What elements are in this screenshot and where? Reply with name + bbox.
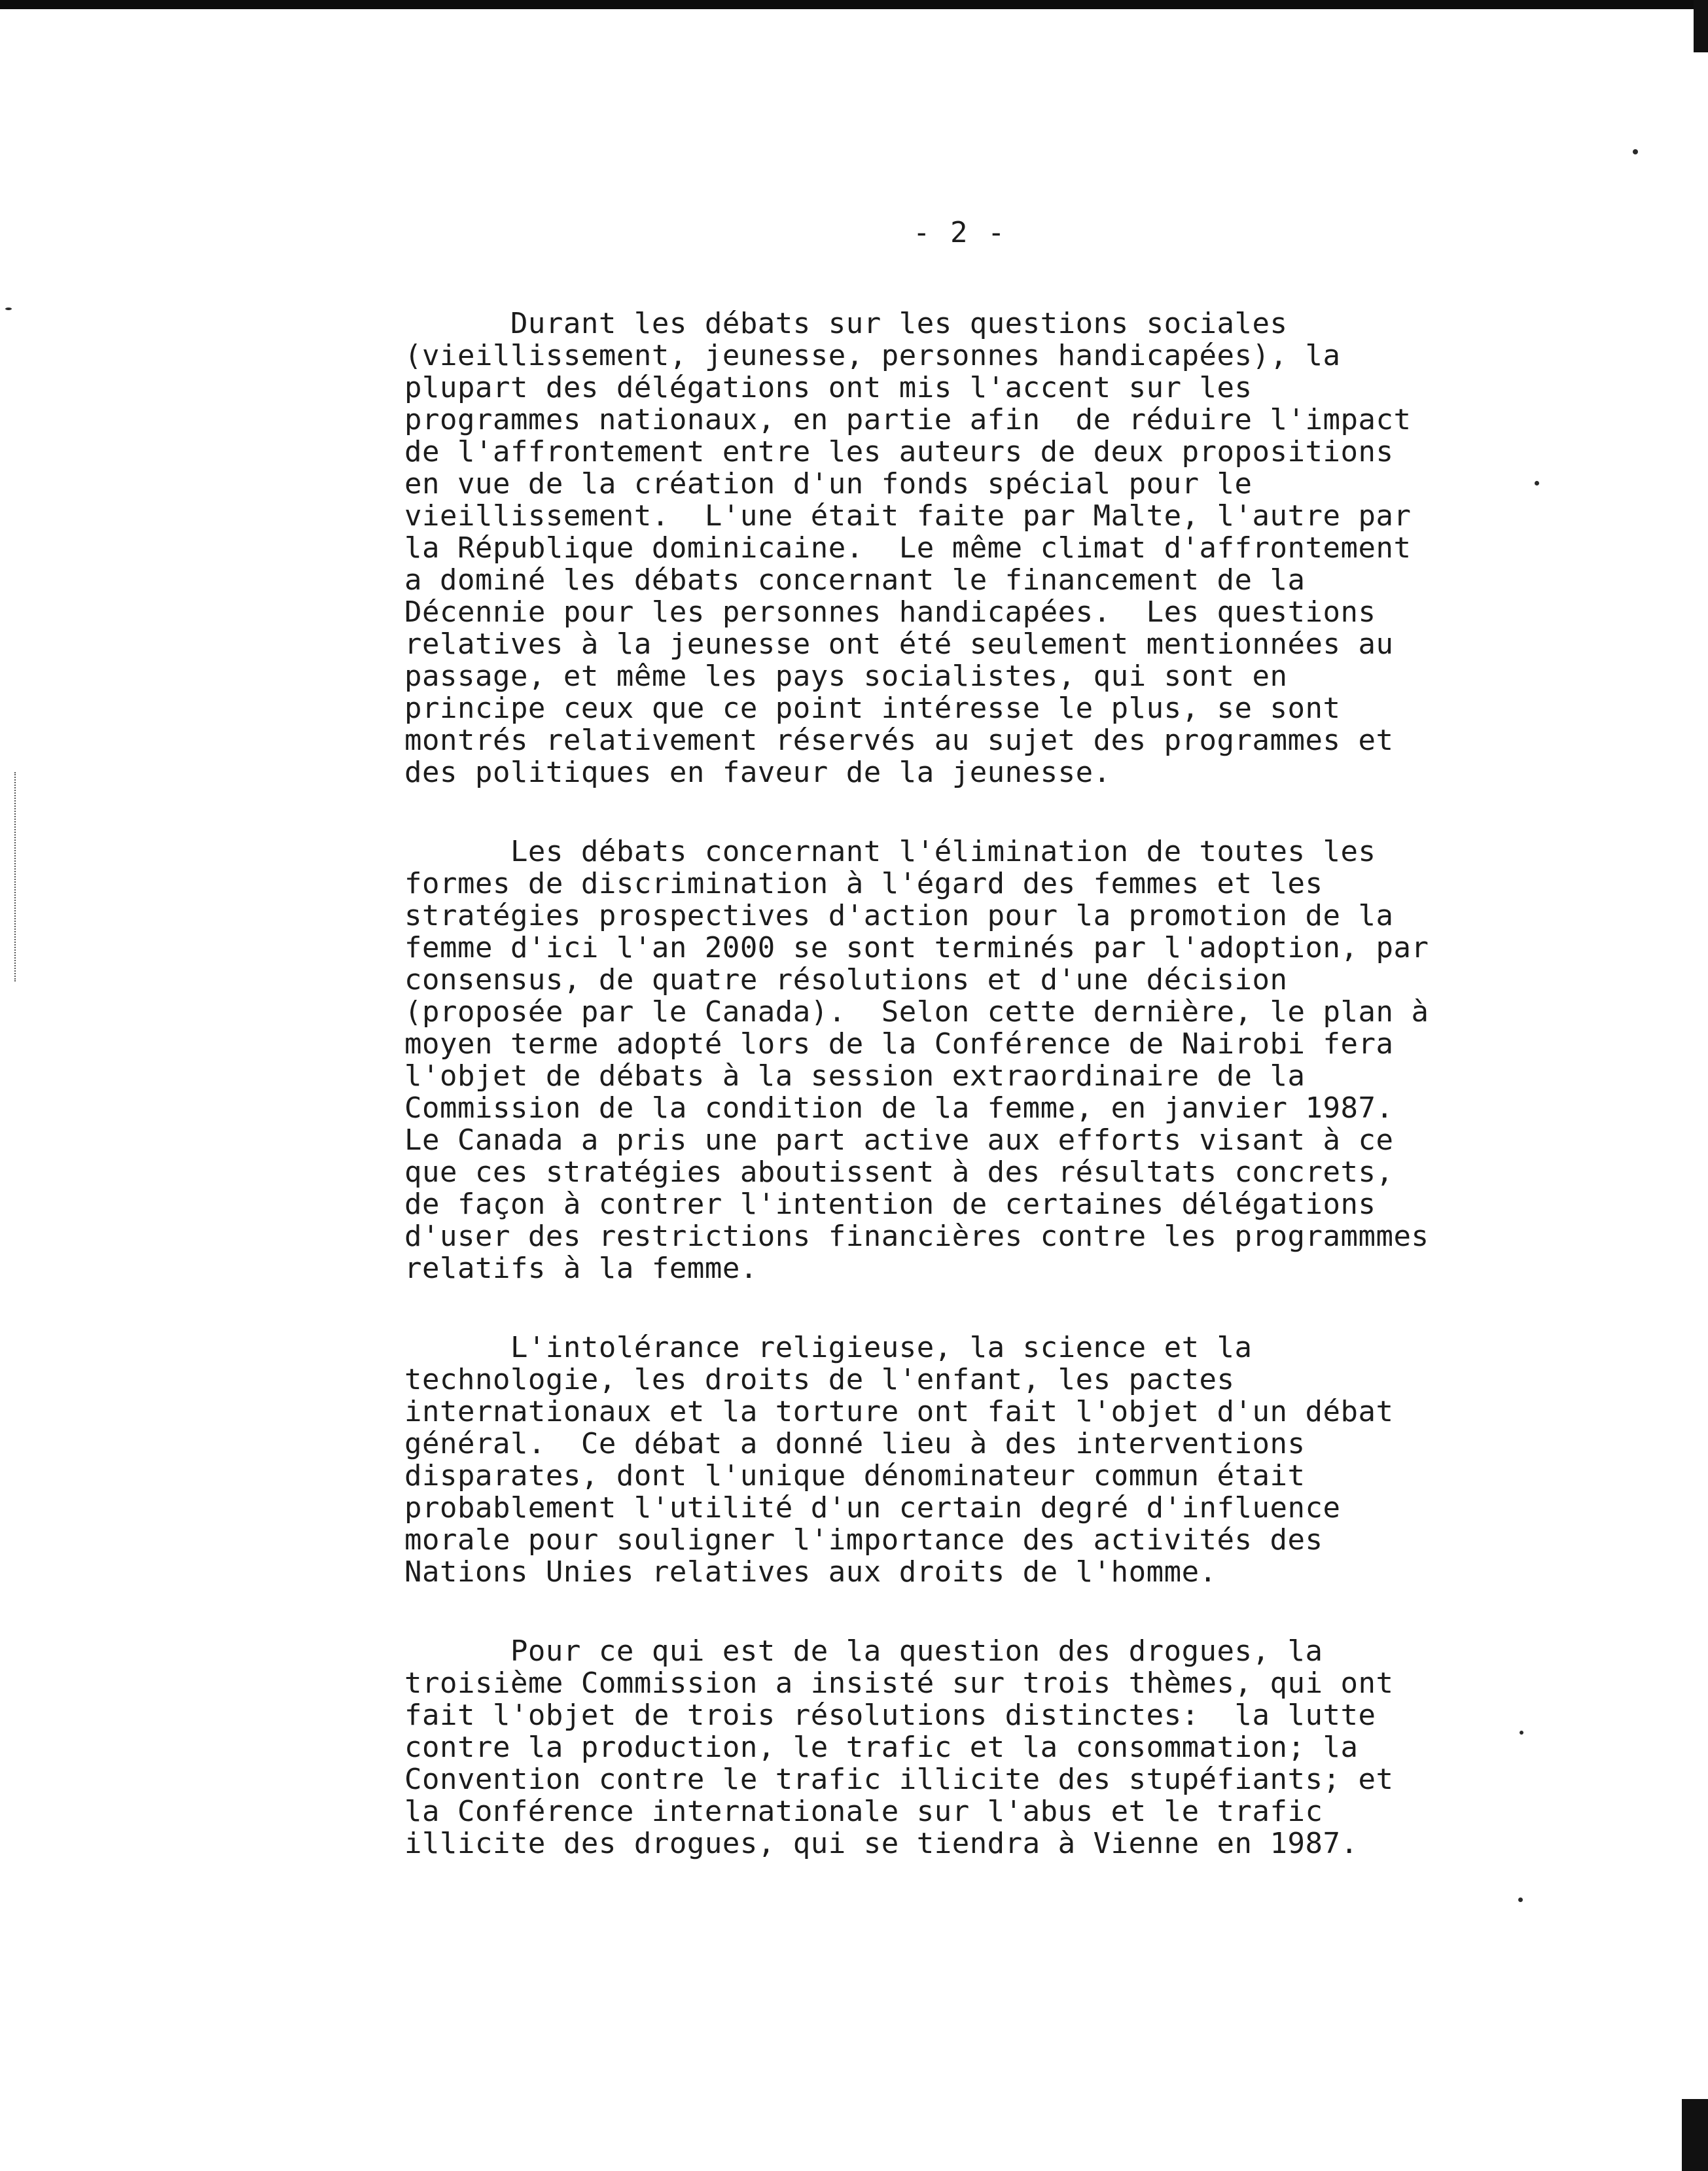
text-line: formes de discrimination à l'égard des femmes et les	[404, 867, 1323, 900]
text-line: femme d'ici l'an 2000 se sont terminés par l'adoption, par	[404, 931, 1429, 964]
text-line: Nations Unies relatives aux droits de l'homme.	[404, 1555, 1217, 1589]
text-line: la Conférence internationale sur l'abus et le trafic	[404, 1795, 1323, 1828]
text-line: la République dominicaine. Le même climat d'affrontement	[404, 531, 1412, 565]
text-line: de façon à contrer l'intention de certaines délégations	[404, 1188, 1376, 1221]
text-line: troisième Commission a insisté sur trois thèmes, qui ont	[404, 1667, 1394, 1700]
text-line: programmes nationaux, en partie afin de réduire l'impact	[404, 403, 1412, 436]
text-line: moyen terme adopté lors de la Conférence de Nairobi fera	[404, 1027, 1394, 1061]
text-line: fait l'objet de trois résolutions distinctes: la lutte	[404, 1699, 1376, 1732]
text-line: a dominé les débats concernant le financement de la	[404, 563, 1306, 597]
text-line: d'user des restrictions financières contre les programmmes	[404, 1220, 1429, 1253]
page-number: - 2 -	[913, 216, 1006, 249]
text-line: relatives à la jeunesse ont été seulement mentionnées au	[404, 627, 1394, 661]
scan-margin-marks	[14, 772, 21, 981]
text-line: Durant les débats sur les questions sociales	[404, 307, 1288, 340]
text-line: plupart des délégations ont mis l'accent sur les	[404, 371, 1253, 404]
text-line: illicite des drogues, qui se tiendra à Vienne en 1987.	[404, 1827, 1359, 1860]
text-line: technologie, les droits de l'enfant, les pactes	[404, 1363, 1235, 1396]
text-line: relatifs à la femme.	[404, 1252, 758, 1285]
text-line: passage, et même les pays socialistes, qui sont en	[404, 660, 1288, 693]
scan-edge-right	[1694, 0, 1708, 52]
text-line: en vue de la création d'un fonds spécial pour le	[404, 467, 1253, 501]
text-line: montrés relativement réservés au sujet des programmes et	[404, 724, 1394, 757]
text-line: internationaux et la torture ont fait l'objet d'un débat	[404, 1395, 1394, 1428]
text-line: (vieillissement, jeunesse, personnes handicapées), la	[404, 339, 1341, 372]
paragraph-women-discrimination	[404, 836, 1543, 1284]
text-line: général. Ce débat a donné lieu à des interventions	[404, 1427, 1306, 1460]
paragraph-religious-intolerance	[404, 1332, 1543, 1588]
text-line: Pour ce qui est de la question des drogues, la	[404, 1634, 1323, 1668]
text-line: Commission de la condition de la femme, en janvier 1987.	[404, 1091, 1394, 1125]
text-line: de l'affrontement entre les auteurs de deux propositions	[404, 435, 1394, 468]
text-line: vieillissement. L'une était faite par Malte, l'autre par	[404, 499, 1412, 533]
scan-speck	[5, 308, 12, 310]
text-line: contre la production, le trafic et la consommation; la	[404, 1731, 1359, 1764]
text-line: des politiques en faveur de la jeunesse.	[404, 756, 1111, 789]
scan-edge-bottom-right	[1682, 2099, 1708, 2171]
scan-speck	[1633, 149, 1638, 154]
body-text	[404, 308, 1543, 1907]
text-line: (proposée par le Canada). Selon cette dernière, le plan à	[404, 995, 1429, 1029]
text-line: stratégies prospectives d'action pour la promotion de la	[404, 899, 1394, 932]
scan-edge-top	[0, 0, 1708, 9]
text-line: Les débats concernant l'élimination de toutes les	[404, 835, 1376, 868]
text-line: Décennie pour les personnes handicapées. Les questions	[404, 595, 1376, 629]
text-line: probablement l'utilité d'un certain degré d'influence	[404, 1491, 1341, 1525]
text-line: L'intolérance religieuse, la science et la	[404, 1331, 1253, 1364]
text-line: que ces stratégies aboutissent à des résultats concrets,	[404, 1156, 1394, 1189]
text-line: l'objet de débats à la session extraordinaire de la	[404, 1059, 1306, 1093]
text-line: consensus, de quatre résolutions et d'une décision	[404, 963, 1288, 997]
paragraph-drugs	[404, 1635, 1543, 1860]
paragraph-social-questions	[404, 308, 1543, 788]
text-line: morale pour souligner l'importance des activités des	[404, 1523, 1323, 1557]
text-line: disparates, dont l'unique dénominateur commun était	[404, 1459, 1306, 1492]
text-line: Convention contre le trafic illicite des stupéfiants; et	[404, 1763, 1394, 1796]
text-line: principe ceux que ce point intéresse le plus, se sont	[404, 692, 1341, 725]
text-line: Le Canada a pris une part active aux efforts visant à ce	[404, 1123, 1394, 1157]
